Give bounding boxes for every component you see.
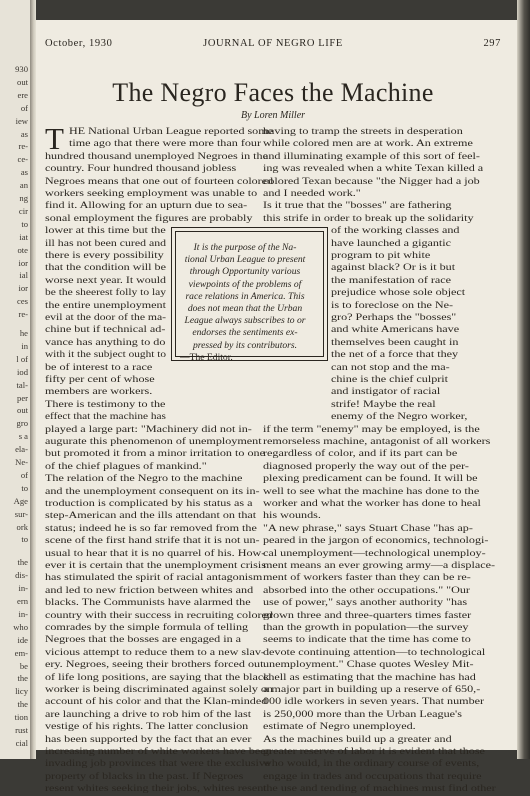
right-column-line: having to tramp the streets in desperation [263,126,463,137]
left-column-line: that the condition will be [45,262,166,274]
drop-cap: T [45,121,64,156]
previous-page-fragment: re- [18,141,28,152]
previous-page-fragment: the [17,673,28,684]
editorial-note-line: race relations in America. This [185,290,305,302]
previous-page-fragment: cir [18,205,28,216]
page-number: 297 [483,38,501,49]
right-column-line: unemployment." Chase quotes Wesley Mit- [263,659,474,671]
previous-page-fragment: to [21,218,28,229]
previous-page-fragment: tion [14,712,28,723]
article-title: The Negro Faces the Machine [112,78,434,107]
left-column-line: increasing number of white workers have been [45,746,272,757]
left-column-line: and the unemployment consequent on its in- [45,485,260,497]
previous-page-fragment: as [20,167,28,178]
left-column-line: blacks. The Communists have alarmed the [45,597,251,609]
left-column-line: worse next year. It would [45,274,166,286]
left-column-line: vance has anything to do [45,336,166,348]
left-column-line: has been supported by the fact that an ever [45,733,252,745]
previous-page-fragment: s a [18,431,28,442]
right-column-line: cal unemployment—technological unemploy- [263,547,486,559]
left-column-line: time ago that there were more than four [69,138,261,150]
previous-page-fragment: licy [15,686,28,697]
left-column-line: augurate this phenomenon of unemployment [45,436,262,447]
previous-page-fragment: tal- [16,379,28,390]
right-column-line: regardless of color, and if its part can be [263,448,458,460]
previous-page-fragment: per [17,392,28,403]
left-column-line: with it the subject ought to [45,349,166,361]
previous-page-fragment: in- [18,608,28,619]
right-column-line: while colored men are at work. An extreme [263,138,473,150]
previous-page-fragment: ce- [17,154,28,165]
previous-page-fragment: in- [18,583,28,594]
left-column-line: ill has not been cured and [45,237,167,249]
left-column-line: evil at the door of the ma- [45,312,167,323]
right-column-line: chell as estimating that the machine has had [263,671,476,683]
previous-page-fragment: of [20,102,28,113]
article-byline: By Loren Miller [240,110,306,121]
left-column-line: there is every possibility [45,250,164,261]
right-column-line: well to see what the machine has done to the [263,485,480,497]
editorial-note-line: does not mean that the Urban [187,303,303,314]
left-column-line: troduction is complicated by his status as a [45,498,253,509]
previous-page-fragment: ial [19,270,28,281]
previous-page-fragment: Ne- [15,457,28,467]
right-column-line: can not stop and the ma- [331,361,450,373]
previous-page-fragment: ote [17,244,28,255]
right-column-line: enemy of the Negro worker, [331,411,468,423]
right-column-line: the use and tending of machines must find other [263,783,496,795]
left-column-line: vicious attempt to reduce them to a new slav- [45,646,265,658]
left-column-line: property of blacks in the past. If Negroes [45,770,244,782]
right-column-line: strife! Maybe the real [331,398,436,410]
previous-page-fragment: out [17,405,28,416]
editorial-note-line: —The Editor. [180,351,233,363]
header-date: October, 1930 [45,38,113,49]
right-column-line: ment of workers faster than they can be re- [263,572,471,584]
right-column-line: is to foreclose on the Ne- [331,299,454,311]
previous-page-fragment: dis- [15,570,28,581]
right-column-line: remorseless machine, antagonist of all workers [263,436,491,447]
previous-page-fragment: sur- [14,508,28,519]
left-column-line: find it. Allowing for an upturn due to sea- [45,200,248,212]
left-column-line: usual to hear that it is no quarrel of his. How- [45,547,266,559]
previous-page-fragment: who [13,621,28,632]
previous-page-fragment: ng [19,193,28,203]
left-column-line: Negroes that the bosses are engaged in a [45,634,242,646]
previous-page-fragment: out [17,76,28,87]
right-column-line: if the term "enemy" may be employed, is the [263,423,480,435]
right-column-line: gro? Perhaps the "bosses" [331,312,457,323]
left-column-line: comrades by the simple formula of telling [45,622,249,633]
right-column-line: program to pit white [331,250,431,261]
previous-page-fragment: to [21,482,28,493]
left-column-line: sonal employment the figures are probably [45,212,253,224]
left-column-line: and led to new friction between whites and [45,584,254,596]
previous-page-fragment: gro [16,418,28,429]
editorial-note-line: tional Urban League to present [184,254,306,266]
right-column-line: estimate of Negro unemployed. [263,721,416,733]
right-column-line: chine is the chief culprit [331,374,449,385]
left-column-line: country with their success in recruiting colored [45,609,274,621]
left-column-line: vestige of his rights. The latter conclusion [45,721,249,733]
right-column-line: and I needed work." [263,188,361,199]
editorial-note-line: endorses the sentiments ex- [192,327,298,339]
left-column-line: account of his color and that the Klan-minded [45,696,268,708]
left-column-line: be of interest to a race [45,361,153,373]
previous-page-fragment: ces [17,296,28,307]
right-column-line: greater reserve of labor it is evident that those [263,746,485,757]
previous-page-fragment: rust [15,725,28,735]
previous-page-fragment: 930 [15,64,28,74]
right-column-line: devote continuing attention—to technological [263,646,486,658]
right-column-line: 000 idle workers in seven years. That number [263,696,485,708]
left-column-line: workers seeking employment was unable to [45,188,258,199]
editorial-note-box [171,227,328,361]
right-column-line: a major part in building up a reserve of 650,- [263,684,481,695]
previous-page-fragment: em- [14,647,28,658]
previous-page-fragment: be [19,660,28,671]
previous-page-fragment: iat [19,231,28,242]
previous-page-fragment: he [19,328,28,338]
right-column-line: plexing predicament can be found. It will be [263,473,478,485]
left-column-line: but promoted it from a minor irritation to one [45,448,265,460]
right-column-line: grown three and three-quarters times faster [263,609,472,621]
right-column-line: have launched a gigantic [331,237,452,249]
left-column-line: There is testimony to the [45,398,166,410]
right-column-line: than the growth in population—the survey [263,622,469,633]
left-column-line: resent whites seeking their jobs, whites resent [45,783,267,795]
left-column-line: country. Four hundred thousand jobless [45,163,237,175]
editorial-note-line: pressed by its contributors. [192,339,298,351]
left-column-line: has stimulated the spirit of racial antagonism [45,572,263,584]
right-column-line: who would, in the ordinary course of events, [263,758,480,770]
left-column-line: ery. Negroes, seeing their brothers forced out [45,659,264,671]
right-column-line: ment means an ever growing army—a displace- [263,560,496,571]
right-column-line: peared in the jargon of economics, technologi- [263,535,489,547]
previous-page-fragment: iew [15,115,28,126]
right-column-line: of the working classes and [331,225,460,237]
right-column-line: worker and what the worker has done to heal [263,498,481,509]
left-column-line: members are workers. [45,386,153,398]
left-column-line: fifty per cent of whose [45,374,155,385]
previous-page-fragment: the [17,557,28,568]
right-column-line: and white Americans have [331,324,460,336]
previous-page-fragment: ere [17,89,28,100]
right-column-line: his wounds. [263,510,321,522]
right-column-line: engage in trades and occupations that require [263,770,482,782]
right-column-line: is 250,000 more than the Urban League's [263,708,462,720]
book-right-edge [517,0,530,759]
left-column-line: ever it is certain that the unemployment crisis [45,560,266,571]
previous-page-fragment: the [17,699,28,710]
right-column-line: colored Texan because "the Nigger had a job [263,175,480,187]
left-column-line: the entire unemployment [45,299,166,311]
left-column-line: invading job provinces that were the exclusive [45,758,271,770]
previous-page-fragment: cial [15,737,28,748]
left-column-line: status; indeed he is so far removed from the [45,522,257,534]
editorial-note-line: League always subscribes to or [184,315,306,327]
right-column-line: absorbed into the other occupations." "Our [263,584,470,596]
right-column-line: and illuminating example of this sort of feel- [263,150,480,162]
right-column-line: use of power," says another authority "has [263,597,468,609]
previous-page-fragment: ide [17,634,28,645]
left-column-line: be the sheerest folly to lay [45,287,167,299]
previous-page-fragment: ela- [15,444,28,455]
previous-page-fragment: ern [17,596,28,606]
left-column-line: chine but if technical ad- [45,324,166,336]
previous-page-fragment: ior [18,283,28,294]
right-column-line: Is it true that the "bosses" are fathering [263,200,452,212]
right-column-line: prejudice whose sole object [331,287,466,299]
left-column-line: effect that the machine has [45,411,166,423]
left-column-line: scene of the first hand strife that it is not un- [45,535,260,547]
left-column-line: lower at this time but the [45,225,166,237]
left-column-line: Negroes means that one out of fourteen colored [45,175,273,187]
previous-page-fragment: iod [17,366,28,377]
right-column-line: this strife in order to break up the solidarity [263,212,474,224]
left-column-line: HE National Urban League reported some [69,126,273,137]
running-header [45,38,501,52]
right-column-line: the manifestation of race [331,274,452,286]
previous-page-fragment: re- [18,309,28,320]
right-column-line: ing was revealed when a white Texan killed a [263,163,484,175]
editorial-note-line: It is the purpose of the Na- [193,242,297,253]
editorial-note-line: viewpoints of the problems of [188,278,302,290]
previous-page-fragment: an [19,180,28,191]
right-column-line: "A new phrase," says Stuart Chase "has ap- [263,522,473,534]
previous-page-fragment: ior [18,257,28,268]
left-column-line: step-American and the ills attendant on that [45,510,257,522]
editorial-note-line: through Opportunity various [189,266,301,278]
previous-page-fragment: ork [16,521,28,532]
left-column-line: The relation of the Negro to the machine [45,473,243,485]
previous-page-fragment: in [21,340,28,351]
previous-page-fragment: of [20,469,28,480]
left-column-line: of life long positions, are saying that the black [45,671,270,683]
right-column-line: themselves been caught in [331,336,459,348]
previous-page-fragment: l of [16,353,28,364]
right-column-line: the net of a force that they [331,349,459,361]
right-column-line: against black? Or is it but [331,262,456,274]
right-column-line: and instigator of racial [331,386,441,398]
previous-page-fragment: as [20,128,28,139]
left-column-line: worker is being discriminated against solely on [45,684,273,695]
left-column-line: of the chief plagues of mankind." [45,460,207,472]
left-column-line: played a large part: "Machinery did not in- [45,423,252,435]
previous-page-fragment: to [21,534,28,545]
previous-page-fragment: Age [13,495,28,506]
header-journal: JOURNAL OF NEGRO LIFE [203,38,343,49]
right-column-line: diagnosed properly the way out of the per- [263,460,469,472]
right-column-line: As the machines build up a greater and [263,733,452,745]
right-column-line: seems to indicate that the time has come to [263,634,471,646]
left-column-line: are launching a drive to rob him of the last [45,708,252,720]
previous-page-edge [0,0,30,759]
left-column-line: hundred thousand unemployed Negroes in the [45,150,268,162]
